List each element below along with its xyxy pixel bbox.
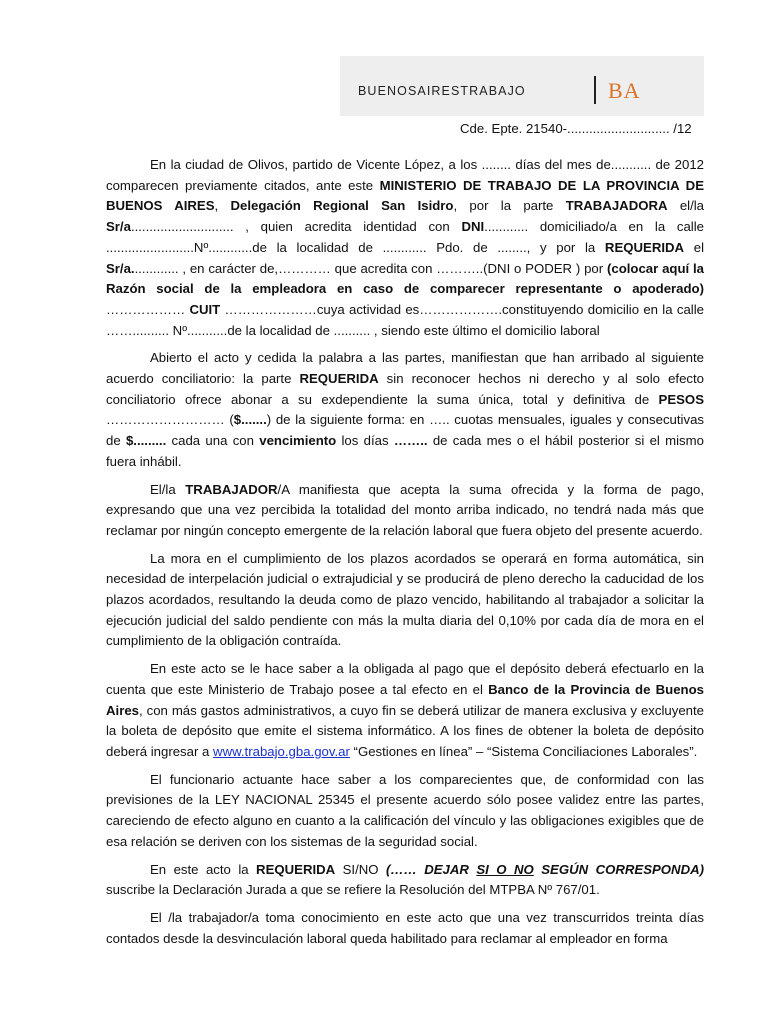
paragraph-deposito: En este acto se le hace saber a la obligada al pago que el depósito deberá efectuarlo en la cuenta que este Ministerio de Trabajo posee a tal efecto en el Banco de la Provincia de Buenos Aires, con más gastos administrativos, a cuyo fin se deberá utilizar de manera exclusiva y excluyente la boleta de depósito que emite el sistema informático. A los fines de obtener la boleta de depósito deberá ingresar a www.trabajo.gba.gov.ar “Gestiones en línea” – “Sistema Conciliaciones Laborales”. — [106, 661, 704, 759]
expediente-number: Cde. Epte. 21540-............................ /12 — [460, 121, 692, 136]
brand-divider — [594, 76, 596, 104]
paragraph-reclamo: El /la trabajador/a toma conocimiento en este acto que una vez transcurridos treinta días contados desde la desvinculación laboral queda habilitado para reclamar al empleador en forma — [106, 909, 704, 946]
paragraph-comparecencia: En la ciudad de Olivos, partido de Vicente López, a los ........ días del mes de........... de 2012 comparecen previamente citados, ante este MINISTERIO DE TRABAJO DE LA PROVINCIA DE BUENOS AIRES, Delegación Regional San Isidro, por la parte TRABAJADORA el/la Sr/a............................ , quien acredita identidad con DNI............ domiciliado/a en la calle ........................Nº............de la localidad de ............ Pdo. de ........, y por la REQUERIDA el Sr/a............. , en carácter de,………… que acredita con ………..(DNI o PODER ) por (colocar aquí la Razón social de la empleadora en caso de comparecer representante o apoderado) ……………… CUIT …………………cuya actividad es……………….constituyendo domicilio en la calle …….......... Nº...........de la localidad de .......... , siendo este último el domicilio laboral — [106, 157, 705, 338]
paragraph-aceptacion: El/la TRABAJADOR/A manifiesta que acepta la suma ofrecida y la forma de pago, expresando que una vez percibida la totalidad del monto arriba indicado, no tendrá nada más que reclamar por ningún concepto emergente de la relación laboral que fuera objeto del presente acuerdo. — [106, 481, 704, 538]
brand-ba-logo: BA — [608, 78, 641, 103]
trabajo-website-link[interactable]: www.trabajo.gba.gov.ar — [213, 743, 350, 759]
paragraph-declaracion-jurada: En este acto la REQUERIDA SI/NO (…… DEJAR SI O NO SEGÚN CORRESPONDA) suscribe la Declaración Jurada a que se refiere la Resolución del MTPBA Nº 767/01. — [106, 861, 705, 898]
paragraph-mora: La mora en el cumplimiento de los plazos acordados se operará en forma automática, sin necesidad de interpelación judicial o extrajudicial y se producirá de pleno derecho la caducidad de los plazos acordados, resultando la deuda como de plazo vencido, habilitando al trabajador a solicitar la ejecución judicial del saldo pendiente con más la multa diaria del 0,10% por cada día de mora en el cumplimiento de la obligación contraída. — [106, 550, 704, 649]
paragraph-ley-25345: El funcionario actuante hace saber a los comparecientes que, de conformidad con las previsiones de la LEY NACIONAL 25345 el presente acuerdo sólo posee validez entre las partes, careciendo de efecto alguno en cuanto a la calificación del vínculo y las obligaciones exigibles que de esa relación se deriven con los sistemas de la seguridad social. — [106, 771, 704, 849]
brand-wordmark: BUENOSAIRESTRABAJO — [358, 84, 526, 98]
document-body — [106, 155, 704, 956]
paragraph-acuerdo: Abierto el acto y cedida la palabra a las partes, manifiestan que han arribado al siguiente acuerdo conciliatorio: la parte REQUERIDA sin reconocer hechos ni derecho y al solo efecto conciliatorio ofrece abonar a su exdependiente la suma única, total y definitiva de PESOS ……………………… ($.......) de la siguiente forma: en ….. cuotas mensuales, iguales y consecutivas de $......... cada una con vencimiento los días …….. de cada mes o el hábil posterior si el mismo fuera inhábil. — [106, 350, 704, 469]
